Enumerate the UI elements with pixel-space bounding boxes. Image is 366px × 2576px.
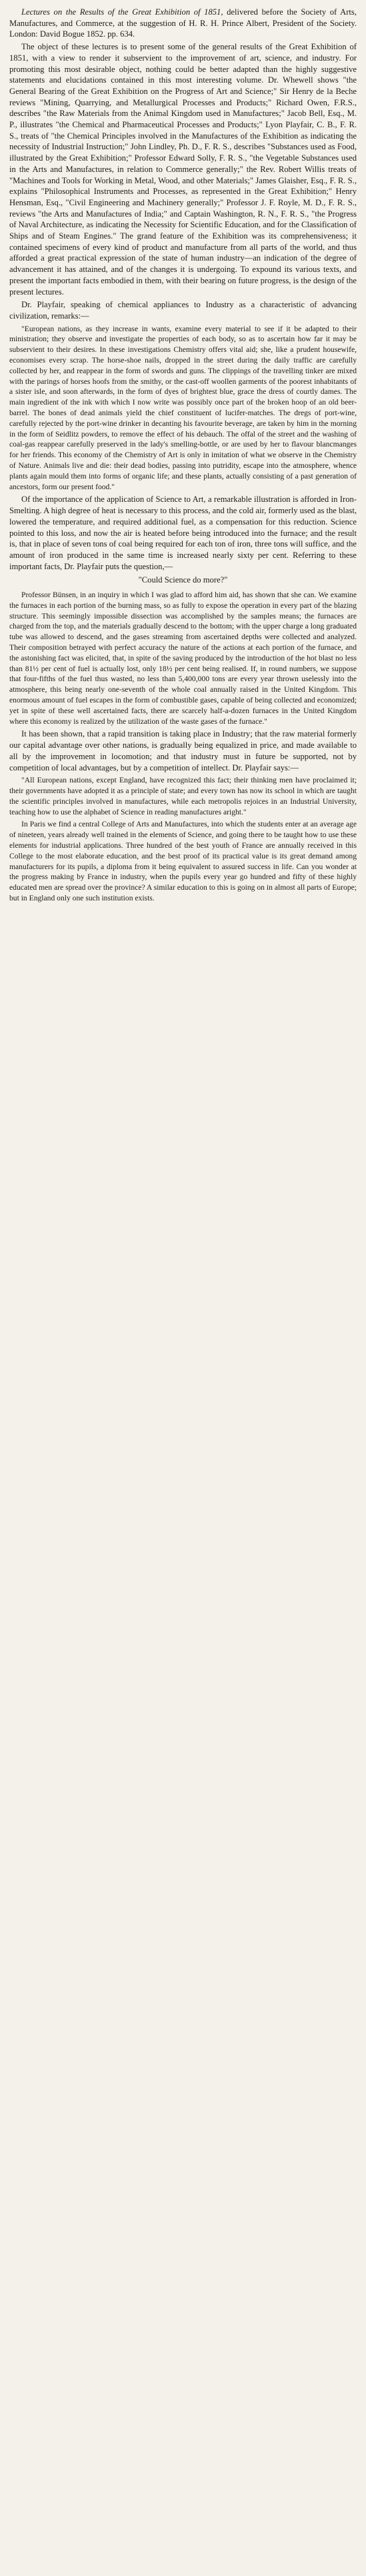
quote-european-nations: "All European nations, except England, have recognized this fact; their thinking men have proclaimed it; their governments have adopted it as a principle of state; and every town has now its school in which are taught the scientific principles involved in manufactures, while each metropolis rejoices in an Industrial University, teaching how to use the alphabet of Science in reading manufactures aright.": [9, 776, 357, 816]
article-heading: [9, 7, 357, 40]
quote-chemistry-economy: "European nations, as they increase in wants, examine every material to see if it be adapted to their ministration; they observe and investigate the properties of each body, so as to ascertain how far it may be subservient to their desires. In these investigations Chemistry offers vital aid; she, like a prudent housewife, economises every scrap. The horse-shoe nails, dropped in the street during the daily traffic are carefully collected by her, and reappear in the form of swords and guns. The clippings of the travelling tinker are mixed with the parings of horses hoofs from the smithy, or the cast-off woollen garments of the poorest inhabitants of a sister isle, and soon afterwards, in the form of dyes of brightest blue, grace the dress of courtly dames. The main ingredient of the ink with which I now write was possibly once part of the broken hoop of an old beer-barrel. The bones of dead animals yield the chief constituent of lucifer-matches. The dregs of port-wine, carefully rejected by the port-wine drinker in decanting his favourite beverage, are taken by him in the morning in the form of Seidlitz powders, to remove the effect of his debauch. The offal of the street and the washing of coal-gas reappear carefully preserved in the lady's smelling-bottle, or are used by her to flavour blancmanges for her friends. This economy of the Chemistry of Art is only in imitation of what we observe in the Chemistry of Nature. Animals live and die: their dead bodies, passing into putridity, escape into the atmosphere, whence plants again mould them into forms of organic life; and these plants, actually consisting of a past generation of ancestors, form our present food.": [9, 324, 357, 491]
paragraph-industry-transition: It has been shown, that a rapid transition is taking place in Industry; that the raw material formerly our capital advantage over other nations, is gradually being equalized in price, and made available to all by the improvement in locomotion; and that industry must in future be supported, not by competition of local advantages, but by a competition of intellect. Dr. Playfair says:—: [9, 729, 357, 772]
quote-science-question: "Could Science do more?": [138, 575, 228, 585]
quote-bunsen-furnace: Professor Bünsen, in an inquiry in which I was glad to afford him aid, has shown that she can. We examine the furnaces in each portion of the burning mass, so as fully to expose the operation in every part of the blazing structure. This seemingly impossible dissection was accomplished by the samples means; the furnaces are charged from the top, and the materials gradually descend to the bottom; with the upper charge a long graduated tube was allowed to descend, and the gases streaming from ascertained depths were collected and analyzed. Their composition betrayed with perfect accuracy the nature of the actions at each portion of the furnace, and the astonishing fact was elicited, that, in spite of the saving produced by the introduction of the hot blast no less than 81½ per cent of fuel is actually lost, only 18½ per cent being realised. If, in round numbers, we suppose that four-fifths of the fuel thus wasted, no less than 5,400,000 tons are every year thrown uselessly into the atmosphere, this being nearly one-seventh of the whole coal annually raised in the United Kingdom. This enormous amount of fuel escapes in the form of combustible gases, capable of being collected and economized; yet in spite of these well ascertained facts, there are scarcely half-a-dozen furnaces in the United Kingdom where this economy is realized by the utilization of the waste gases of the furnace.": [9, 591, 357, 726]
article-title: Lectures on the Results of the Great Exhibition of 1851,: [21, 7, 223, 17]
paragraph-iron-smelting: Of the importance of the application of Science to Art, a remarkable illustration is afforded in Iron-Smelting. A high degree of heat is necessary to this process, and the cold air, formerly used as the blast, lowered the temperature, and required additional fuel, as a compensation for this reduction. Science pointed to this loss, and now the air is heated before being introduced into the furnace; and the result is, that in place of seven tons of coal being required for each ton of iron, three tons will suffice, and the amount of iron produced in the same time is increased nearly sixty per cent. Referring to these important facts, Dr. Playfair puts the question,—: [9, 495, 357, 571]
paragraph-intro: The object of these lectures is to present some of the general results of the Great Exhibition of 1851, with a view to render it subservient to the improvement of art, science, and industry. For promoting this most desirable object, nothing could be better adapted than the highly suggestive statements and elucidations contained in this most interesting volume. Dr. Whewell shows "the General Bearing of the Great Exhibition on the Progress of Art and Science;" Sir Henry de la Beche reviews "Mining, Quarrying, and Metallurgical Processes and Products;" Richard Owen, F.R.S., describes "the Raw Materials from the Animal Kingdom used in Manufactures;" Jacob Bell, Esq., M. P., illustrates "the Chemical and Pharmaceutical Processes and Products;" Lyon Playfair, C. B., F. R. S., treats of "the Chemical Principles involved in the Manufactures of the Exhibition as indicating the necessity of Industrial Instruction;" John Lindley, Ph. D., F. R. S., describes "Substances used as Food, illustrated by the Great Exhibition;" Professor Edward Solly, F. R. S., "the Vegetable Substances used in the Arts and Manufactures, in relation to Commerce generally;" the Rev. Robert Willis treats of "Machines and Tools for Working in Metal, Wood, and other Materials;" James Glaisher, Esq., F. R. S., explains "Philosophical Instruments and Processes, as represented in the Great Exhibition;" Henry Hensman, Esq., "Civil Engineering and Machinery generally;" Professor J. F. Royle, M. D., F. R. S., reviews "the Arts and Manufactures of India;" and Captain Washington, R. N., F. R. S., "the Progress of Naval Architecture, as indicating the Necessity for Scientific Education, and for the Classification of Ships and of Steam Engines." The grand feature of the Exhibition was its comprehensiveness; it contained specimens of every kind of product and manufacture from all parts of the world, and thus afforded a great practical expression of the state of human industry—an indication of the degree of advancement it has attained, and of the changes it is undergoing. To expound its various texts, and present the important facts embodied in them, with their bearing on future progress, is the design of the present lectures.: [9, 42, 357, 297]
paragraph-playfair-intro: Dr. Playfair, speaking of chemical appliances to Industry as a characteristic of advancing civilization, remarks:—: [9, 300, 357, 321]
article-title-rest: delivered before the Society of Arts, Manufactures, and Commerce, at the suggestion of H. R. H. Prince Albert, President of the Society. London: David Bogue 1852. pp. 634.: [9, 7, 357, 39]
paragraph-paris-college: In Paris we find a central College of Arts and Manufactures, into which the students enter at an average age of nineteen, years already well trained in the elements of Science, and going there to be taught how to use these elements for industrial applications. Three hundred of the best youth of France are annually received in this College to the most elaborate education, and the best proof of its practical value is its great demand among manufacturers for its pupils, a diploma from it being equivalent to assured success in life. Can you wonder at the progress making by France in industry, when the pupils every year go hundred and fifty of these highly educated men are spread over the province? A similar education to this is going on in almost all parts of Europe; but in England only one such institution exists.: [9, 820, 357, 902]
